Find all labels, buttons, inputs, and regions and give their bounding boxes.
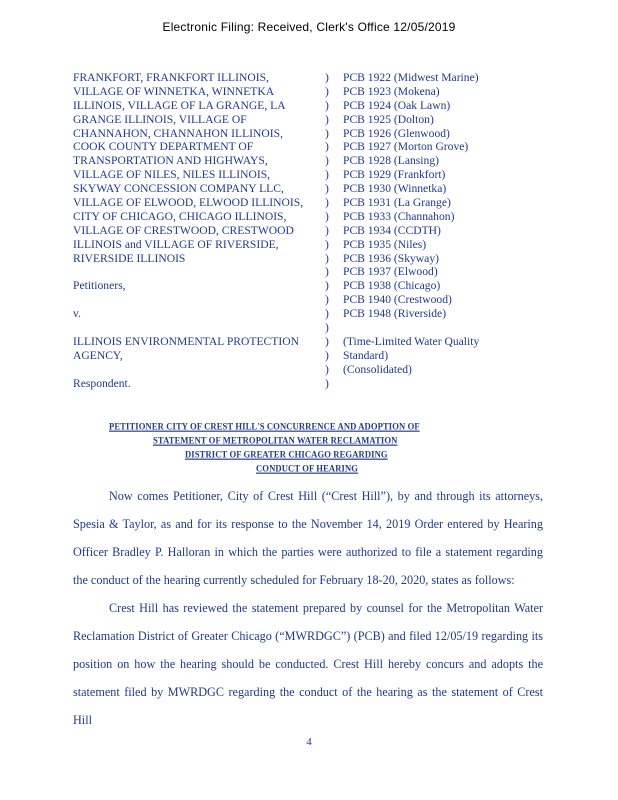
caption-paren: ) — [325, 209, 329, 223]
caption-paren: ) — [325, 168, 329, 182]
caption-row — [73, 377, 543, 391]
caption-case-number: PCB 1925 (Dolton) — [343, 112, 434, 126]
caption-row — [73, 293, 543, 307]
caption-paren: ) — [325, 196, 329, 210]
caption-row — [73, 113, 543, 127]
caption-paren: ) — [325, 98, 329, 112]
caption-paren: ) — [325, 112, 329, 126]
caption-party-text: COOK COUNTY DEPARTMENT OF — [73, 140, 254, 154]
caption-party-text: VILLAGE OF ELWOOD, ELWOOD ILLINOIS, — [73, 196, 304, 210]
caption-case-number: PCB 1936 (Skyway) — [343, 251, 439, 265]
caption-case-number — [343, 377, 543, 391]
body-paragraph-1: Now comes Petitioner, City of Crest Hill (“Crest Hill”), by and through its attorneys, Spesia & Taylor, as and for its response to the November 14, 2019 Order entered by Hearing Officer Bradley P. Halloran in which the parties were authorized to file a statement regarding the conduct of the hearing currently scheduled for February 18-20, 2020, states as follows: — [73, 489, 543, 587]
caption-row — [73, 307, 543, 321]
caption-paren: ) — [325, 154, 329, 168]
caption-paren: ) — [325, 140, 329, 154]
caption-case-number — [343, 321, 543, 335]
caption-party-text — [73, 363, 325, 377]
caption-party-text — [73, 293, 325, 307]
caption-case-number: (Consolidated) — [343, 362, 412, 376]
caption-row — [73, 210, 543, 224]
title-line-1: PETITIONER CITY OF CREST HILL'S CONCURRENCE AND ADOPTION OF — [109, 420, 420, 432]
caption-row — [73, 224, 543, 238]
caption-row — [73, 238, 543, 252]
caption-case-number: PCB 1930 (Winnetka) — [343, 182, 447, 196]
caption-party-text: GRANGE ILLINOIS, VILLAGE OF — [73, 112, 247, 126]
caption-case-number: PCB 1937 (Elwood) — [343, 265, 438, 279]
caption-party-text: v. — [73, 307, 81, 321]
caption-case-number: (Time-Limited Water Quality — [343, 334, 480, 348]
caption-party-text: VILLAGE OF CRESTWOOD, CRESTWOOD — [73, 223, 294, 237]
caption-paren: ) — [325, 182, 329, 196]
caption-case-number: PCB 1927 (Morton Grove) — [343, 140, 469, 154]
caption-row — [73, 85, 543, 99]
caption-row — [73, 349, 543, 363]
caption-row — [73, 321, 543, 335]
caption-party-text: SKYWAY CONCESSION COMPANY LLC, — [73, 182, 284, 196]
caption-paren: ) — [325, 71, 329, 84]
caption-paren: ) — [325, 362, 329, 376]
caption-row — [73, 71, 543, 85]
caption-case-number: PCB 1940 (Crestwood) — [343, 293, 452, 307]
caption-case-number: PCB 1928 (Lansing) — [343, 154, 439, 168]
caption-row — [73, 335, 543, 349]
caption-party-text: ILLINOIS and VILLAGE OF RIVERSIDE, — [73, 237, 279, 251]
caption-case-number: PCB 1935 (Niles) — [343, 237, 427, 251]
caption-case-number: PCB 1931 (La Grange) — [343, 196, 451, 210]
caption-case-number: PCB 1929 (Frankfort) — [343, 168, 446, 182]
title-line-3: DISTRICT OF GREATER CHICAGO REGARDING — [185, 448, 388, 460]
caption-row — [73, 252, 543, 266]
caption-party-text: RIVERSIDE ILLINOIS — [73, 251, 186, 265]
caption-party-text: VILLAGE OF WINNETKA, WINNETKA — [73, 84, 275, 98]
title-line-2: STATEMENT OF METROPOLITAN WATER RECLAMATION — [153, 434, 398, 446]
caption-row — [73, 168, 543, 182]
caption-row — [73, 140, 543, 154]
caption-row — [73, 154, 543, 168]
caption-case-number: PCB 1934 (CCDTH) — [343, 223, 441, 237]
caption-party-text: AGENCY, — [73, 348, 123, 362]
caption-case-number: PCB 1923 (Mokena) — [343, 84, 440, 98]
caption-row — [73, 279, 543, 293]
caption-case-number: Standard) — [343, 348, 389, 362]
caption-case-number: PCB 1924 (Oak Lawn) — [343, 98, 451, 112]
caption-paren: ) — [325, 307, 329, 321]
caption-party-text: Petitioners, — [73, 279, 126, 293]
caption-case-number: PCB 1938 (Chicago) — [343, 279, 441, 293]
caption-party-text: ILLINOIS, VILLAGE OF LA GRANGE, LA — [73, 98, 286, 112]
caption-paren: ) — [325, 321, 329, 335]
case-caption — [73, 71, 543, 390]
caption-paren: ) — [325, 279, 329, 293]
caption-paren: ) — [325, 293, 329, 307]
caption-party-text: FRANKFORT, FRANKFORT ILLINOIS, — [73, 71, 269, 84]
title-line-4: CONDUCT OF HEARING — [256, 462, 359, 474]
caption-party-text: Respondent. — [73, 376, 131, 390]
caption-case-number: PCB 1922 (Midwest Marine) — [343, 71, 479, 84]
caption-row — [73, 99, 543, 113]
caption-paren: ) — [325, 348, 329, 362]
caption-row — [73, 265, 543, 279]
caption-row — [73, 182, 543, 196]
caption-paren: ) — [325, 265, 329, 279]
caption-paren: ) — [325, 237, 329, 251]
caption-paren: ) — [325, 376, 329, 390]
filing-stamp-header: Electronic Filing: Received, Clerk's Office 12/05/2019 — [162, 20, 456, 34]
caption-party-text: TRANSPORTATION AND HIGHWAYS, — [73, 154, 268, 168]
caption-party-text — [73, 321, 325, 335]
caption-paren: ) — [325, 223, 329, 237]
caption-party-text: CITY OF CHICAGO, CHICAGO ILLINOIS, — [73, 209, 287, 223]
caption-paren: ) — [325, 84, 329, 98]
caption-party-text: CHANNAHON, CHANNAHON ILLINOIS, — [73, 126, 283, 140]
body-text — [73, 482, 543, 734]
caption-row — [73, 127, 543, 141]
caption-party-text: VILLAGE OF NILES, NILES ILLINOIS, — [73, 168, 271, 182]
body-paragraph-2: Crest Hill has reviewed the statement prepared by counsel for the Metropolitan Water Reclamation District of Greater Chicago (“MWRDGC”) (PCB) and filed 12/05/19 regarding its position on how the hearing should be conducted. Crest Hill hereby concurs and adopts the statement filed by MWRDGC regarding the conduct of the hearing as the statement of Crest Hill — [73, 601, 543, 727]
caption-row — [73, 363, 543, 377]
caption-case-number: PCB 1926 (Glenwood) — [343, 126, 450, 140]
caption-case-number: PCB 1948 (Riverside) — [343, 307, 447, 321]
caption-case-number: PCB 1933 (Channahon) — [343, 209, 455, 223]
caption-paren: ) — [325, 251, 329, 265]
caption-paren: ) — [325, 334, 329, 348]
page-number: 4 — [306, 736, 312, 748]
caption-party-text: ILLINOIS ENVIRONMENTAL PROTECTION — [73, 334, 299, 348]
caption-row — [73, 196, 543, 210]
caption-paren: ) — [325, 126, 329, 140]
caption-party-text — [73, 265, 325, 279]
